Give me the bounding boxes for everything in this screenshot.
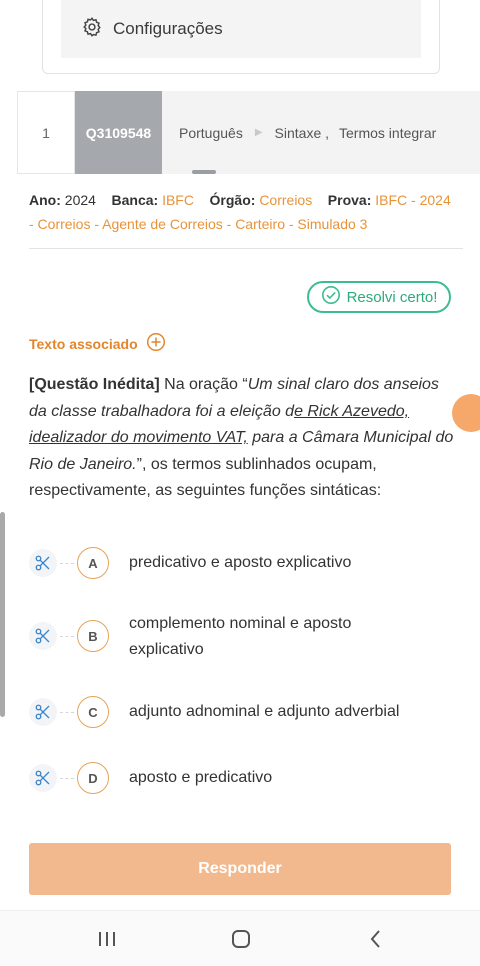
recent-apps-icon[interactable] (92, 925, 122, 953)
dash-divider (60, 563, 74, 564)
question-intro: Na oração “ (159, 376, 248, 393)
dash-divider (60, 778, 74, 779)
ano-label: Ano: (29, 192, 61, 208)
plus-circle-icon (146, 332, 166, 355)
question-id[interactable]: Q3109548 (75, 91, 162, 174)
config-label: Configurações (113, 19, 223, 38)
config-card (42, 0, 440, 74)
scissors-icon[interactable] (29, 549, 57, 577)
question-header-bar (17, 91, 480, 174)
solved-correct-badge (307, 281, 451, 313)
banca-link[interactable]: IBFC (162, 192, 194, 208)
option-letter[interactable]: A (77, 547, 109, 579)
divider (29, 248, 463, 249)
dash-divider (60, 712, 74, 713)
option-c[interactable] (29, 696, 109, 728)
prova-label: Prova: (327, 192, 372, 208)
question-quote: Um sinal claro dos anseios da classe trabalhadora foi a eleição d (29, 376, 439, 420)
underlined-term-2: idealizador do movimento VAT, (29, 429, 248, 446)
scissors-icon[interactable] (29, 622, 57, 650)
option-b-text[interactable]: complemento nominal e aposto explicativo (129, 615, 352, 658)
option-letter[interactable]: C (77, 696, 109, 728)
orgao-link[interactable]: Correios (259, 192, 313, 208)
scissors-icon[interactable] (29, 698, 57, 726)
prova-link[interactable]: IBFC - 2024 - Correios - Agente de Correios - Carteiro - Simulado 3 (29, 192, 451, 232)
gear-icon (81, 16, 103, 43)
option-a-text[interactable]: predicativo e aposto explicativo (129, 554, 352, 571)
subject-sintaxe[interactable]: Sintaxe , (274, 124, 330, 141)
option-a[interactable] (29, 547, 109, 579)
scroll-indicator (192, 170, 216, 174)
question-quote-end: para a Câmara Municipal do Rio de Janeiro. (29, 429, 454, 473)
subject-breadcrumb (162, 91, 480, 174)
ano-value: 2024 (64, 192, 96, 208)
banca-label: Banca: (111, 192, 159, 208)
breadcrumb-separator-icon: ▶ (254, 127, 263, 138)
option-letter[interactable]: D (77, 762, 109, 794)
scrollbar[interactable] (0, 512, 5, 717)
scissors-icon[interactable] (29, 764, 57, 792)
system-navigation-bar (0, 910, 480, 966)
dash-divider (60, 636, 74, 637)
question-tag: [Questão Inédita] (29, 376, 160, 393)
option-b[interactable] (29, 620, 109, 652)
underlined-term-1: e Rick Azevedo, (294, 402, 410, 420)
responder-button[interactable]: Responder (29, 843, 451, 895)
question-statement (29, 372, 459, 505)
option-d[interactable] (29, 762, 109, 794)
question-number: 1 (18, 91, 75, 174)
texto-associado-toggle[interactable] (29, 332, 166, 355)
option-c-text[interactable]: adjunto adnominal e adjunto adverbial (129, 703, 400, 720)
option-d-text[interactable]: aposto e predicativo (129, 769, 273, 786)
solved-label: Resolvi certo! (346, 288, 438, 306)
subject-portugues[interactable]: Português (179, 124, 243, 141)
subject-termos[interactable]: Termos integrar (339, 124, 437, 141)
orgao-label: Órgão: (209, 192, 256, 208)
check-circle-icon (321, 285, 341, 309)
question-meta (29, 188, 459, 236)
option-letter[interactable]: B (77, 620, 109, 652)
back-icon[interactable] (361, 925, 391, 953)
question-outro: ”, os termos sublinhados ocupam, respectivamente, as seguintes funções sintáticas: (29, 455, 382, 499)
texto-associado-label: Texto associado (29, 335, 138, 352)
home-icon[interactable] (226, 925, 256, 953)
config-button[interactable] (61, 0, 421, 58)
